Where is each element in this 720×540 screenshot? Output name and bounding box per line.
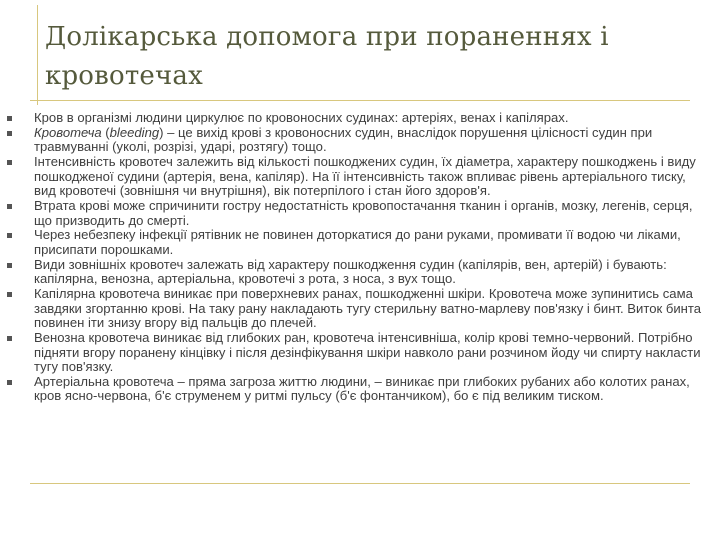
bullet-item (0, 331, 720, 375)
bullet-text: Капілярна кровотеча виникає при поверхневих ранах, пошкодженні шкіри. Кровотеча може зупинитись сама завдяки згортанню крові. На таку рану накладають тугу стерильну ватно-марлеву пов'язку і бинт. Виток бинта повинен іти знизу вгору від пальців до плечей. (34, 285, 702, 331)
bullet-text: Інтенсивність кровотеч залежить від кількості пошкоджених судин, їх діаметра, характеру пошкоджень і виду пошкодженої судини (артерія, вена, капіляр). На її інтенсивність також впливає рівень артеріального тиску, вид кровотечі (зовнішня чи внутрішня), вік потерпілого і стан його здоров'я. (34, 153, 696, 199)
square-bullet-icon (7, 380, 12, 385)
bullet-item (0, 155, 720, 199)
bullet-list (0, 111, 720, 404)
bullet-item (0, 228, 720, 257)
bullet-text: Через небезпеку інфекції рятівник не повинен доторкатися до рани руками, промивати її водою чи ліками, присипати порошками. (34, 227, 681, 257)
slide-title: Долікарська допомога при пораненнях і кровотечах (45, 22, 609, 91)
square-bullet-icon (7, 263, 12, 268)
bullet-item (0, 199, 720, 228)
square-bullet-icon (7, 160, 12, 165)
bullet-item (0, 258, 720, 287)
square-bullet-icon (7, 116, 12, 121)
bullet-latin-term: bleeding (109, 124, 160, 140)
bullet-paren: ( (101, 124, 110, 140)
bullet-text: Види зовнішніх кровотеч залежать від характеру пошкодження судин (капілярів, вен, артерій) і бувають: капілярна, венозна, артеріальна, кровотечі з рота, з носа, з вух тощо. (34, 256, 667, 287)
square-bullet-icon (7, 204, 12, 209)
square-bullet-icon (7, 131, 12, 136)
bullet-term: Кровотеча (34, 124, 102, 140)
bullet-item (0, 287, 720, 331)
bullet-text: Кров в організмі людини циркулює по кровоносних судинах: артеріях, венах і капілярах. (34, 110, 569, 125)
bullet-text: Втрата крові може спричинити гостру недостатність кровопостачання тканин і органів, мозку, легенів, серця, що призводить до смерті. (34, 197, 693, 228)
title-vertical-rule (37, 5, 38, 105)
footer-horizontal-rule (30, 483, 690, 484)
bullet-text: ) – це вихід крові з кровоносних судин, внаслідок порушення цілісності судин при травмуванні (уколі, розрізі, ударі, розтягу) тощо. (34, 124, 653, 155)
bullet-text: Венозна кровотеча виникає від глибоких ран, кровотеча інтенсивніша, колір крові темно-червоний. Потрібно підняти вгору поранену кінцівку і після дезінфікування шкіри навколо рани розчином йоду чи спирту накласти тугу пов'язку. (34, 329, 701, 375)
square-bullet-icon (7, 336, 12, 341)
bullet-item (0, 126, 720, 155)
bullet-text: Артеріальна кровотеча – пряма загроза життю людини, – виникає при глибоких рубаних або колотих ранах, кров ясно-червона, б'є струменем у ритмі пульсу (б'є фонтанчиком), бо є під великим тиском. (34, 373, 690, 404)
square-bullet-icon (7, 292, 12, 297)
square-bullet-icon (7, 233, 12, 238)
bullet-item (0, 111, 720, 126)
title-horizontal-rule (30, 100, 690, 101)
bullet-item (0, 375, 720, 404)
